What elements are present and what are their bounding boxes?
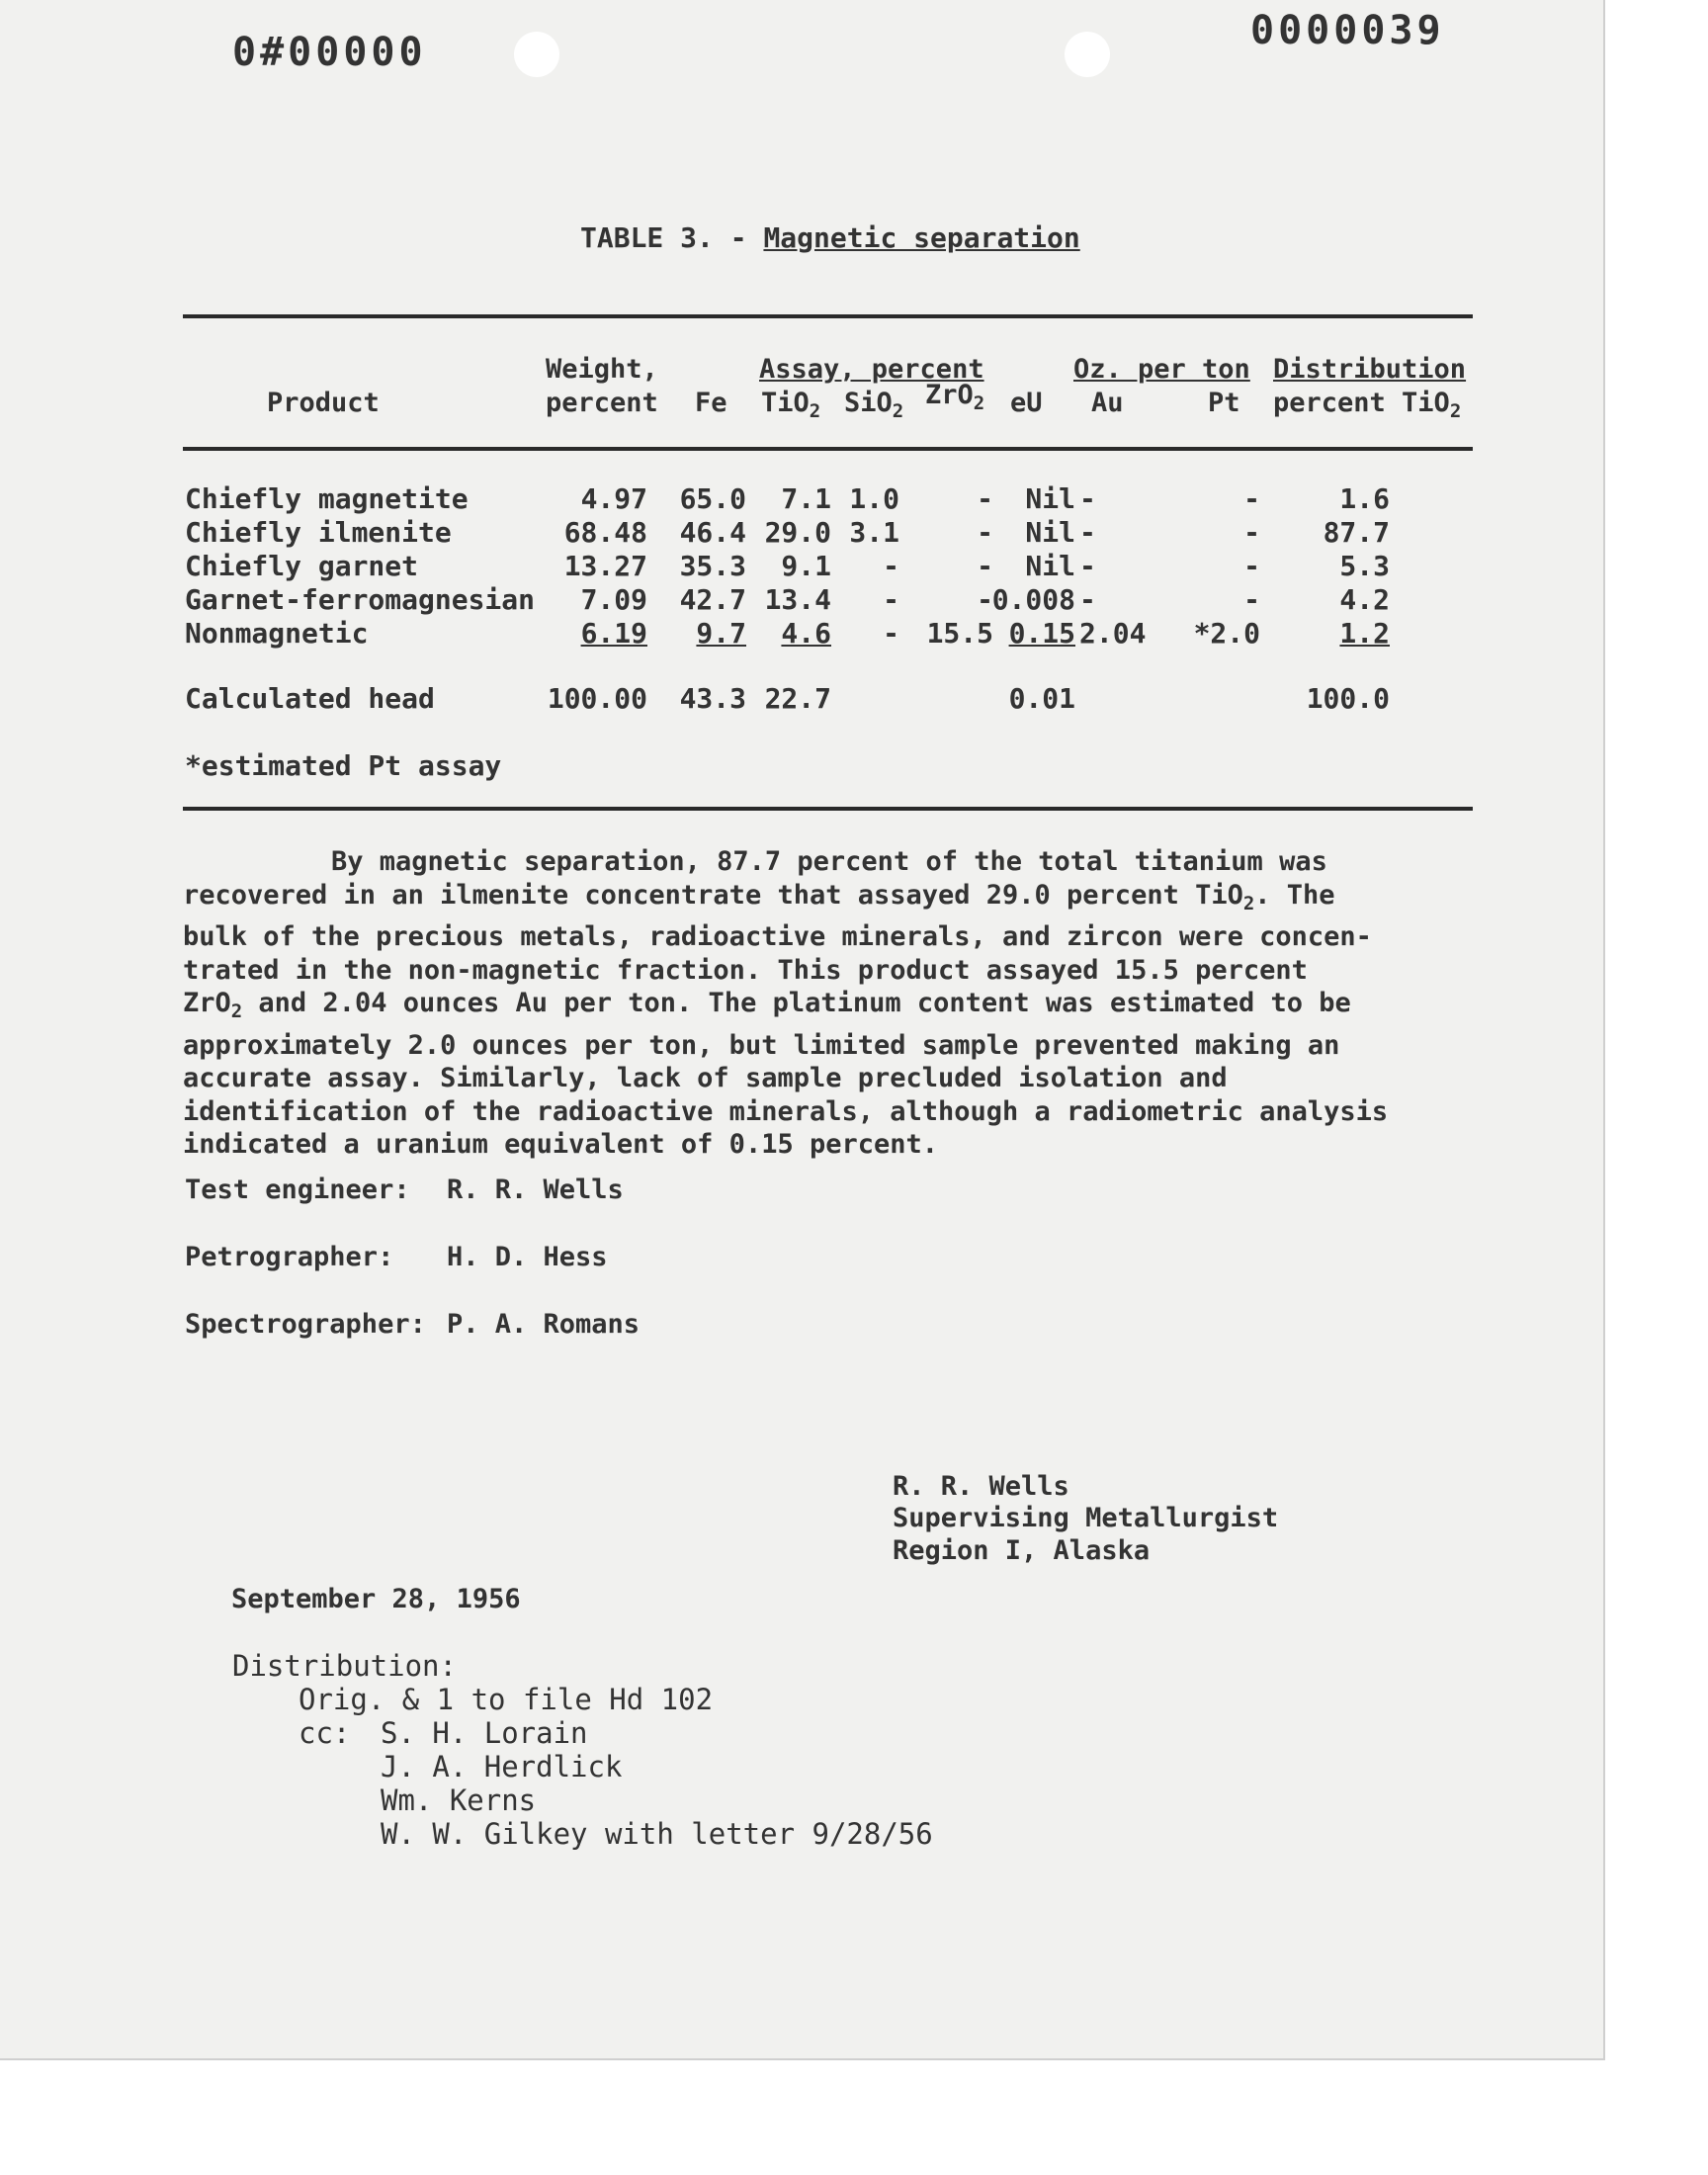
cell-product: Garnet-ferromagnesian: [185, 583, 536, 616]
cell-product: Nonmagnetic: [185, 617, 369, 650]
cell-dist: 1.6: [1339, 482, 1390, 515]
cell-fe: 35.3: [679, 550, 746, 582]
cell-weight: 7.09: [580, 583, 647, 616]
header-eu: eU: [1010, 388, 1043, 418]
header-dist-sub: percent TiO$_2$: [1273, 388, 1462, 422]
cell-dist: 87.7: [1323, 516, 1390, 549]
distribution-cc-1: S. H. Lorain: [381, 1716, 588, 1750]
cell-tio2: 9.1: [781, 550, 831, 582]
header-tio2: TiO$_2$: [761, 388, 821, 422]
cell-sio2: -: [883, 617, 899, 650]
cell-tio2: 29.0: [764, 516, 831, 549]
cell-pt: *2.0: [1193, 617, 1260, 650]
cell-tio2: 22.7: [764, 682, 831, 715]
cell-au: 2.04: [1079, 617, 1147, 650]
staff-spectrographer: Spectrographer: P. A. Romans: [185, 1309, 640, 1340]
header-weight-2: percent: [546, 388, 658, 418]
header-sio2: SiO$_2$: [844, 388, 904, 422]
header-fe: Fe: [695, 388, 727, 418]
distribution-cc-3: Wm. Kerns: [381, 1784, 537, 1817]
table-title-main: Magnetic separation: [763, 221, 1080, 254]
cell-weight: 13.27: [563, 550, 647, 582]
cell-tio2: 4.6: [781, 617, 831, 650]
para-line-8: identification of the radioactive minerals, although a radiometric analysis: [183, 1095, 1389, 1127]
signature-name: R. R. Wells: [893, 1471, 1069, 1502]
cell-fe: 9.7: [696, 617, 746, 650]
distribution-cc-4: W. W. Gilkey with letter 9/28/56: [381, 1817, 933, 1851]
document-date: September 28, 1956: [231, 1584, 521, 1614]
cell-pt: -: [1243, 516, 1260, 549]
table-title-prefix: TABLE 3. -: [580, 221, 764, 254]
cell-pt: -: [1243, 583, 1260, 616]
cell-product: Chiefly ilmenite: [185, 516, 452, 549]
cell-eu: 0.008: [991, 583, 1075, 616]
doc-id-left: 0#00000: [232, 30, 427, 75]
cell-eu: Nil: [1025, 482, 1075, 515]
header-weight-1: Weight,: [546, 354, 658, 385]
cell-dist: 5.3: [1339, 550, 1390, 582]
distribution-cc-label: cc:: [299, 1716, 351, 1750]
cell-dist: 4.2: [1339, 583, 1390, 616]
cell-zro2: -: [977, 482, 993, 515]
cell-pt: -: [1243, 550, 1260, 582]
para-line-2: recovered in an ilmenite concentrate that assayed 29.0 percent TiO$_2$. The: [183, 879, 1335, 914]
cell-dist: 100.0: [1306, 682, 1390, 715]
cell-fe: 43.3: [679, 682, 746, 715]
cell-weight: 100.00: [547, 682, 647, 715]
header-pt: Pt: [1208, 388, 1240, 418]
para-line-3: bulk of the precious metals, radioactive minerals, and zircon were concen-: [183, 921, 1372, 952]
cell-fe: 46.4: [679, 516, 746, 549]
para-line-4: trated in the non-magnetic fraction. This product assayed 15.5 percent: [183, 954, 1308, 986]
distribution-orig: Orig. & 1 to file Hd 102: [299, 1683, 714, 1716]
table-title: [580, 221, 1080, 254]
signature-region: Region I, Alaska: [893, 1535, 1151, 1566]
cell-eu: 0.15: [1008, 617, 1075, 650]
cell-product: Chiefly magnetite: [185, 482, 469, 515]
signature-title: Supervising Metallurgist: [893, 1503, 1279, 1533]
header-dist-group: Distribution: [1273, 354, 1467, 385]
cell-pt: -: [1243, 482, 1260, 515]
header-zro2: ZrO$_2$: [925, 380, 985, 414]
doc-id-right: 0000039: [1250, 8, 1445, 53]
distribution-heading: Distribution:: [232, 1649, 457, 1683]
para-line-5: ZrO$_2$ and 2.04 ounces Au per ton. The platinum content was estimated to be: [183, 988, 1351, 1022]
para-line-6: approximately 2.0 ounces per ton, but limited sample prevented making an: [183, 1029, 1340, 1061]
cell-zro2: -: [977, 550, 993, 582]
cell-zro2: 15.5: [926, 617, 993, 650]
cell-fe: 42.7: [679, 583, 746, 616]
cell-au: -: [1079, 583, 1096, 616]
table-footnote: *estimated Pt assay: [185, 749, 502, 782]
distribution-cc-2: J. A. Herdlick: [381, 1750, 623, 1784]
cell-weight: 68.48: [563, 516, 647, 549]
cell-eu: Nil: [1025, 550, 1075, 582]
table-top-rule: [183, 314, 1473, 318]
cell-fe: 65.0: [679, 482, 746, 515]
body-paragraph: [183, 845, 1478, 1162]
cell-weight: 4.97: [580, 482, 647, 515]
staff-petrographer: Petrographer: H. D. Hess: [185, 1242, 608, 1272]
para-line-7: accurate assay. Similarly, lack of sample precluded isolation and: [183, 1063, 1228, 1093]
cell-zro2: -: [977, 516, 993, 549]
header-au: Au: [1091, 388, 1124, 418]
cell-au: -: [1079, 516, 1096, 549]
header-product: Product: [267, 388, 380, 418]
cell-dist: 1.2: [1339, 617, 1390, 650]
cell-product: Calculated head: [185, 682, 435, 715]
cell-au: -: [1079, 482, 1096, 515]
cell-weight: 6.19: [580, 617, 647, 650]
table-bottom-rule: [183, 807, 1473, 811]
table-header-rule: [183, 447, 1473, 451]
cell-eu: 0.01: [1008, 682, 1075, 715]
cell-sio2: 3.1: [849, 516, 899, 549]
cell-sio2: 1.0: [849, 482, 899, 515]
para-line-9: indicated a uranium equivalent of 0.15 percent.: [183, 1129, 939, 1160]
cell-tio2: 13.4: [764, 583, 831, 616]
punch-hole-left: [514, 32, 559, 77]
cell-tio2: 7.1: [781, 482, 831, 515]
cell-au: -: [1079, 550, 1096, 582]
header-assay-group: Assay, percent: [759, 354, 984, 385]
cell-sio2: -: [883, 583, 899, 616]
cell-eu: Nil: [1025, 516, 1075, 549]
staff-test-engineer: Test engineer: R. R. Wells: [185, 1174, 624, 1205]
punch-hole-right: [1065, 32, 1110, 77]
header-oz-group: Oz. per ton: [1073, 354, 1250, 385]
cell-zro2: -: [977, 583, 993, 616]
para-line-1: By magnetic separation, 87.7 percent of the total titanium was: [331, 846, 1327, 877]
cell-sio2: -: [883, 550, 899, 582]
cell-product: Chiefly garnet: [185, 550, 419, 582]
